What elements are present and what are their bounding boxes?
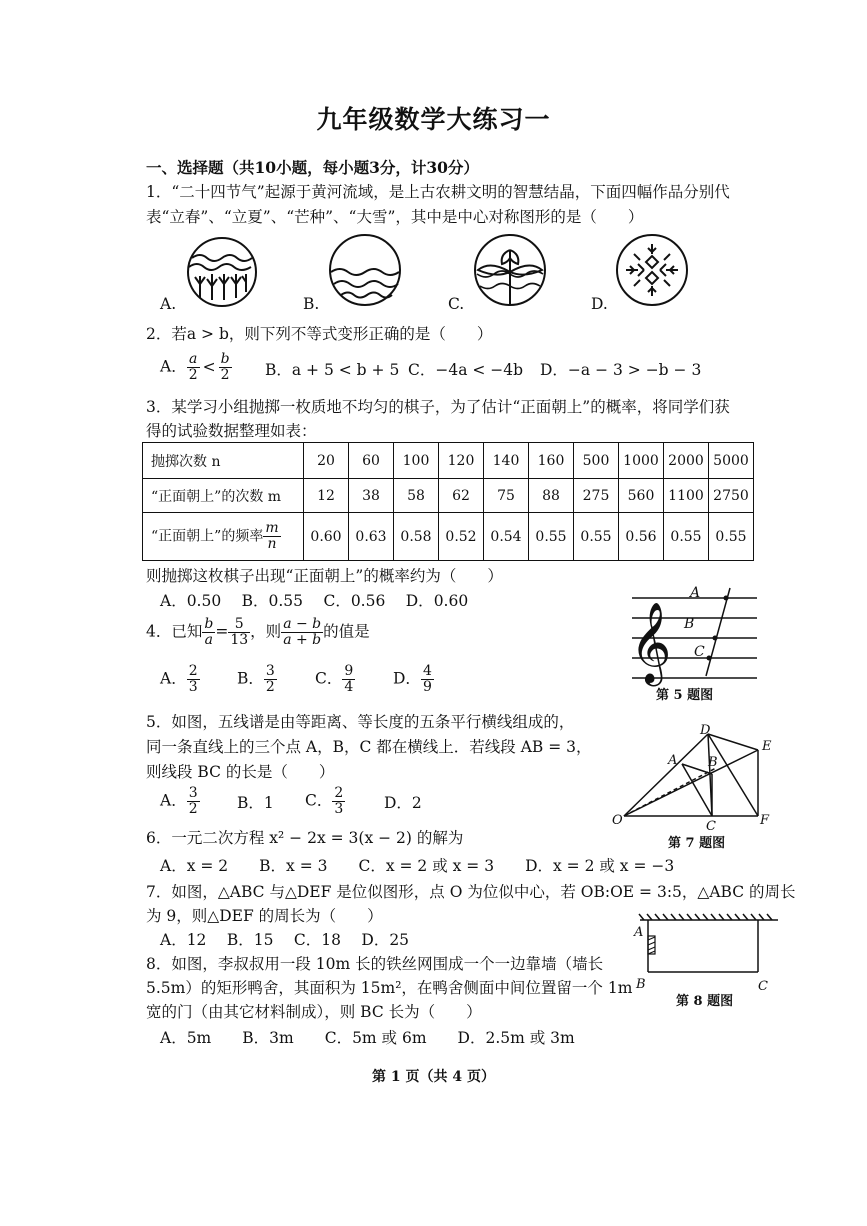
fig7-label-f: F: [760, 813, 770, 828]
q5-option-b: B．1: [237, 794, 274, 812]
numerator: a − b: [283, 616, 322, 632]
table-cell: 0.63: [349, 513, 394, 561]
q4-option-c: [315, 664, 355, 695]
section-heading: 一、选择题（共10小题，每小题3分，计30分）: [146, 158, 479, 177]
q1-option-a: A.: [160, 295, 177, 313]
table-row: [143, 513, 754, 561]
table-cell: 2000: [664, 443, 709, 479]
q2-stem: 2．若a > b，则下列不等式变形正确的是（ ）: [146, 325, 493, 343]
table-cell: 12: [304, 479, 349, 513]
fraction: [187, 786, 200, 817]
table-cell: 560: [619, 479, 664, 513]
fig5-label-b: B: [684, 616, 695, 632]
table-cell: 120: [439, 443, 484, 479]
fraction: [228, 617, 250, 648]
q5-option-a: [160, 786, 200, 817]
q5-line1: 5．如图，五线谱是由等距离、等长度的五条平行横线组成的，: [146, 713, 575, 731]
table-cell: 160: [529, 443, 574, 479]
table-cell: 60: [349, 443, 394, 479]
q5-line2: 同一条直线上的三个点 A，B，C 都在横线上．若线段 AB = 3，: [146, 738, 592, 756]
q7-line2: 为 9，则△DEF 的周长为（ ）: [146, 907, 383, 925]
table-row: [143, 443, 754, 479]
table-cell: 100: [394, 443, 439, 479]
option-label: A．: [160, 791, 187, 810]
q2-option-c: C．−4a < −4b: [408, 361, 524, 379]
fraction: [263, 521, 280, 552]
denominator: 9: [422, 679, 432, 695]
denominator: 2: [265, 679, 275, 695]
row-header: 抛掷次数 n: [143, 443, 304, 479]
fig7-label-b: B: [708, 755, 718, 770]
q4-stem-middle: ，则: [250, 622, 282, 641]
q1-line1: 1．“二十四节气”起源于黄河流域，是上古农耕文明的智慧结晶，下面四幅作品分别代: [146, 183, 730, 201]
q3-question: 则抛掷这枚棋子出现“正面朝上”的概率约为（ ）: [146, 567, 503, 585]
q4-option-a: [160, 664, 200, 695]
table-cell: 62: [439, 479, 484, 513]
numerator: a: [187, 352, 200, 368]
q4-stem-suffix: 的值是: [323, 622, 370, 641]
q8-line3: 宽的门（由其它材料制成），则 BC 长为（ ）: [146, 1003, 482, 1021]
numerator: 3: [265, 663, 275, 679]
table-cell: 0.55: [664, 513, 709, 561]
figure-7-caption: 第 7 题图: [668, 836, 726, 851]
figure-7-similar-triangles: [612, 724, 782, 834]
solar-term-snow-image: [614, 232, 694, 312]
option-label: B．: [237, 669, 264, 688]
q4-option-b: [237, 664, 277, 695]
table-cell: 1100: [664, 479, 709, 513]
q5-option-d: D．2: [384, 794, 422, 812]
numerator: b: [204, 616, 214, 632]
q8-line2: 5.5m）的矩形鸭舍，其面积为 15m²，在鸭舍侧面中间位置留一个 1m: [146, 979, 633, 997]
table-cell: 20: [304, 443, 349, 479]
option-label: C．: [305, 791, 333, 810]
figure-8-coop: [630, 910, 780, 1000]
denominator: 2: [220, 367, 230, 383]
q7-line1: 7．如图，△ABC 与△DEF 是位似图形，点 O 为位似中心，若 OB:OE = 3:5，△ABC 的周长: [146, 883, 796, 901]
denominator: 13: [230, 632, 249, 648]
page-number: 第 1 页（共 4 页）: [372, 1069, 495, 1085]
figure-5-staff: [622, 582, 762, 692]
fig7-label-o: O: [612, 813, 623, 828]
numerator: 9: [344, 663, 354, 679]
denominator: n: [267, 536, 277, 552]
table-cell: 275: [574, 479, 619, 513]
table-cell: 5000: [709, 443, 754, 479]
fraction: [332, 786, 345, 817]
row-header-text: “正面朝上”的频率: [151, 528, 264, 545]
fraction: [219, 352, 232, 383]
option-label: A．: [160, 669, 187, 688]
solar-term-grain-image: [472, 232, 552, 312]
fig7-label-d: D: [700, 723, 711, 738]
table-cell: 0.54: [484, 513, 529, 561]
fig8-label-b: B: [636, 977, 646, 992]
table-cell: 0.56: [619, 513, 664, 561]
trial-data-table: [142, 442, 754, 561]
q4-stem: [146, 617, 370, 648]
denominator: 2: [188, 367, 198, 383]
q3-options: A．0.50 B．0.55 C．0.56 D．0.60: [160, 592, 469, 610]
q2-option-a-label: A．: [160, 357, 187, 376]
table-cell: 38: [349, 479, 394, 513]
table-cell: 500: [574, 443, 619, 479]
q5-option-c: [305, 786, 345, 817]
q3-line1: 3．某学习小组抛掷一枚质地不均匀的棋子，为了估计“正面朝上”的概率，将同学们获: [146, 398, 730, 416]
row-header: [143, 513, 304, 561]
q4-stem-prefix: 4．已知: [146, 622, 203, 641]
fraction: [342, 664, 355, 695]
solar-term-summer-image: [327, 232, 407, 312]
table-cell: 1000: [619, 443, 664, 479]
figure-5-caption: 第 5 题图: [656, 688, 714, 703]
q4-option-d: [393, 664, 434, 695]
relation: <: [202, 357, 216, 376]
page-title: 九年级数学大练习一: [316, 105, 551, 134]
numerator: m: [265, 520, 279, 536]
q5-line3: 则线段 BC 的长是（ ）: [146, 763, 335, 781]
table-row: [143, 479, 754, 513]
fig8-label-c: C: [758, 979, 768, 994]
q1-option-b: B.: [303, 295, 320, 313]
table-cell: 140: [484, 443, 529, 479]
numerator: 4: [422, 663, 432, 679]
fraction: [187, 352, 200, 383]
fig5-label-c: C: [694, 644, 705, 660]
denominator: a: [204, 632, 214, 648]
option-label: C．: [315, 669, 343, 688]
fraction: [281, 617, 323, 648]
numerator: b: [220, 351, 230, 367]
fig7-label-e: E: [762, 739, 772, 754]
table-cell: 0.52: [439, 513, 484, 561]
q6-stem: 6．一元二次方程 x² − 2x = 3(x − 2) 的解为: [146, 829, 464, 847]
fig7-label-a: A: [668, 753, 678, 768]
q1-option-c: C.: [448, 295, 465, 313]
table-cell: 0.60: [304, 513, 349, 561]
fig7-label-c: C: [706, 819, 716, 834]
fraction: [202, 617, 215, 648]
fraction: [421, 664, 434, 695]
table-cell: 0.55: [709, 513, 754, 561]
denominator: 4: [344, 679, 354, 695]
row-header: “正面朝上”的次数 m: [143, 479, 304, 513]
fig8-label-a: A: [634, 925, 644, 940]
option-label: D．: [393, 669, 421, 688]
q2-option-b: B．a + 5 < b + 5: [265, 361, 400, 379]
q2-option-d: D．−a − 3 > −b − 3: [540, 361, 702, 379]
denominator: 3: [334, 801, 344, 817]
q2-option-a: [160, 352, 232, 383]
svg-text:𝄞: 𝄞: [630, 601, 672, 683]
q6-options: A．x = 2 B．x = 3 C．x = 2 或 x = 3 D．x = 2 或 x = −3: [160, 857, 675, 875]
numerator: 2: [188, 663, 198, 679]
fig5-label-a: A: [690, 585, 701, 601]
q8-options: A．5m B．3m C．5m 或 6m D．2.5m 或 3m: [160, 1029, 575, 1047]
q7-options: A．12 B．15 C．18 D．25: [160, 931, 410, 949]
fraction: [187, 664, 200, 695]
table-cell: 0.55: [529, 513, 574, 561]
solar-term-spring-image: [184, 234, 264, 314]
numerator: 2: [334, 785, 344, 801]
q1-option-d: D.: [591, 295, 608, 313]
denominator: a + b: [283, 632, 322, 648]
fraction: [264, 664, 277, 695]
numerator: 3: [188, 785, 198, 801]
q8-line1: 8．如图，李叔叔用一段 10m 长的铁丝网围成一个一边靠墙（墙长: [146, 955, 604, 973]
q3-line2: 得的试验数据整理如表：: [146, 422, 317, 440]
table-cell: 88: [529, 479, 574, 513]
denominator: 2: [188, 801, 198, 817]
figure-8-caption: 第 8 题图: [676, 994, 734, 1009]
table-cell: 0.55: [574, 513, 619, 561]
numerator: 5: [228, 617, 250, 633]
q1-line2: 表“立春”、“立夏”、“芒种”、“大雪”，其中是中心对称图形的是（ ）: [146, 208, 644, 226]
table-cell: 0.58: [394, 513, 439, 561]
equals-sign: =: [215, 622, 229, 641]
table-cell: 2750: [709, 479, 754, 513]
table-cell: 58: [394, 479, 439, 513]
table-cell: 75: [484, 479, 529, 513]
denominator: 3: [188, 679, 198, 695]
